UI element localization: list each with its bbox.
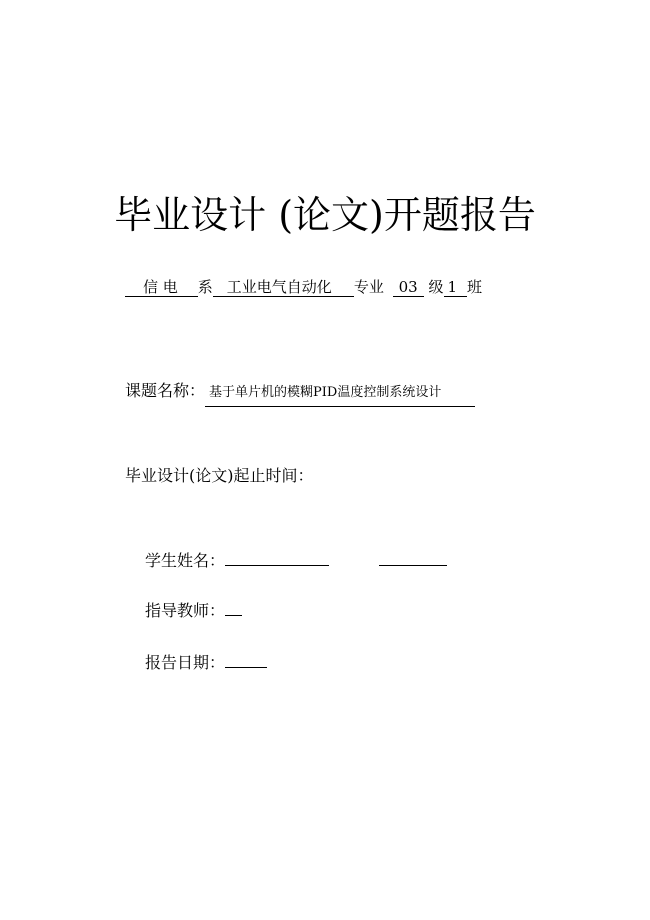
report-date-label: 报告日期： (145, 653, 226, 672)
major-suffix: 专业 (353, 278, 384, 296)
topic-row (125, 378, 475, 407)
topic-label: 课题名称： (125, 381, 206, 400)
student-label: 学生姓名： (145, 551, 226, 570)
period-row (125, 463, 314, 486)
student-name-blank (225, 551, 329, 566)
department-suffix: 系 (197, 278, 213, 296)
page-title: 毕业设计 (论文)开题报告 (114, 193, 536, 237)
grade-value: 03 (393, 278, 424, 297)
period-label: 毕业设计(论文)起止时间： (125, 466, 314, 485)
class-suffix: 班 (467, 278, 483, 296)
report-date-blank (225, 653, 267, 668)
report-date-row (145, 650, 267, 673)
student-row (145, 548, 447, 571)
department-line (125, 276, 482, 297)
advisor-label: 指导教师： (145, 601, 226, 620)
advisor-blank (225, 601, 242, 616)
advisor-row (145, 598, 242, 621)
topic-value: 基于单片机的模糊PID温度控制系统设计 (205, 381, 475, 407)
grade-suffix: 级 (428, 278, 444, 296)
major-value: 工业电气自动化 (213, 278, 354, 297)
class-value: 1 (444, 278, 468, 297)
student-id-blank (379, 551, 447, 566)
department-value: 信 电 (125, 278, 198, 297)
